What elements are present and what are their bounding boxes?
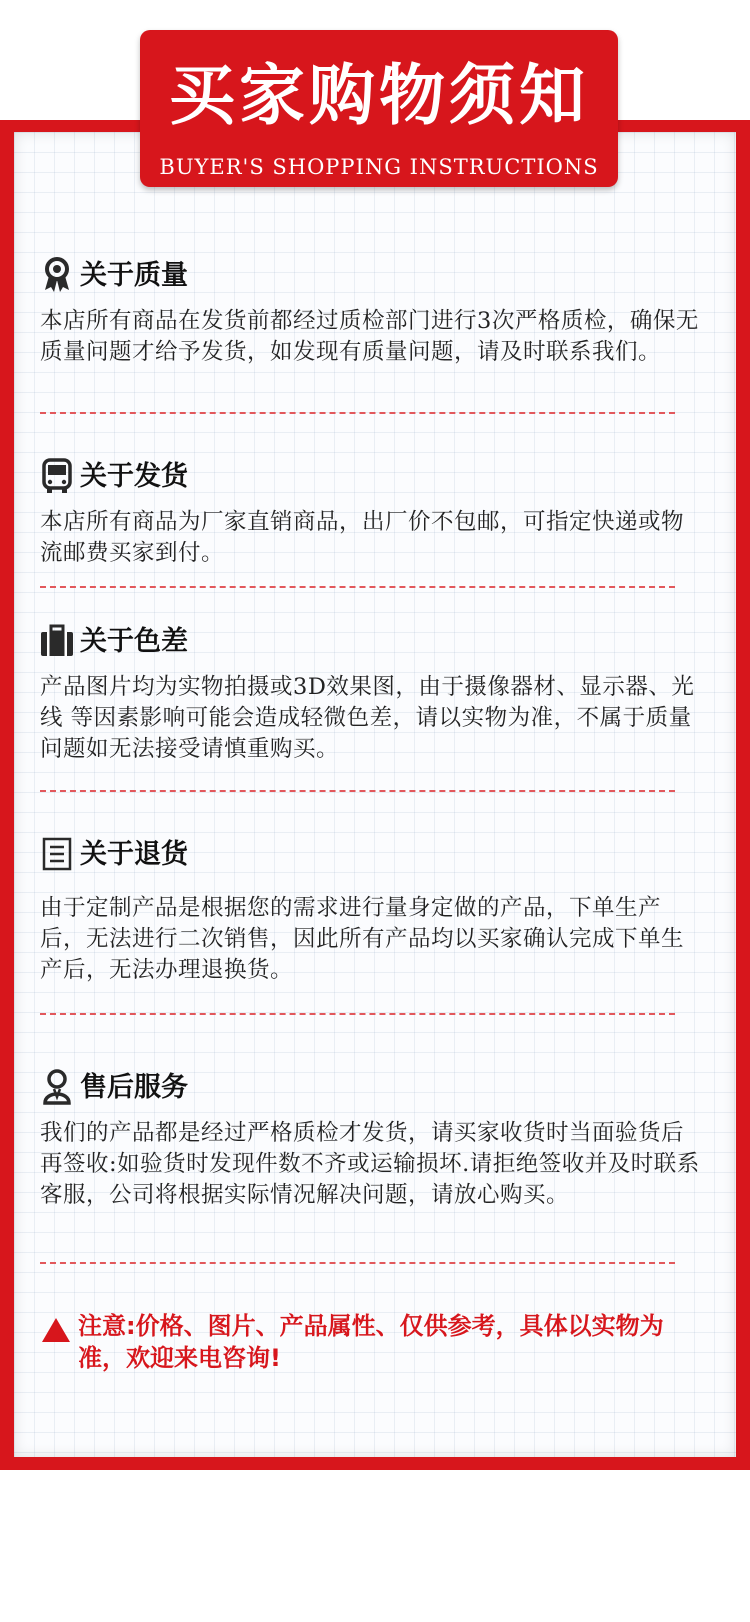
section-title: 关于色差: [80, 626, 188, 657]
section-body: 产品图片均为实物拍摄或3D效果图，由于摄像器材、显示器、光线 等因素影响可能会造成轻微色差，请以实物为准，不属于质量问题如无法接受请慎重购买。: [40, 674, 695, 762]
section-body: 本店所有商品在发货前都经过质检部门进行3次严格质检，确保无质量问题才给予发货，如发现有质量问题，请及时联系我们。: [40, 308, 699, 365]
divider: [40, 586, 675, 588]
section-returns: [40, 835, 700, 986]
divider: [40, 412, 675, 414]
divider: [40, 1013, 675, 1015]
section-shipping: [40, 457, 700, 569]
section-title: 关于发货: [80, 461, 188, 492]
section-title: 关于退货: [80, 839, 188, 870]
section-body: 我们的产品都是经过严格质检才发货，请买家收货时当面验货后再签收:如验货时发现件数不齐或运输损坏.请拒绝签收并及时联系客服，公司将根据实际情况解决问题，请放心购买。: [40, 1120, 700, 1208]
page-title: 买家购物须知: [169, 57, 589, 134]
title-banner: [140, 30, 618, 187]
section-quality: [40, 256, 700, 368]
briefcase-icon: [40, 622, 74, 660]
section-title: 售后服务: [80, 1072, 188, 1103]
divider: [40, 1262, 675, 1264]
bus-icon: [40, 457, 74, 495]
section-after-sales: [40, 1068, 700, 1211]
divider: [40, 790, 675, 792]
ribbon-award-icon: [40, 256, 74, 294]
notice: [42, 1310, 682, 1374]
document-icon: [40, 835, 74, 873]
warning-triangle-icon: [42, 1318, 70, 1342]
section-body: 本店所有商品为厂家直销商品，出厂价不包邮，可指定快递或物流邮费买家到付。: [40, 509, 685, 566]
section-body: 由于定制产品是根据您的需求进行量身定做的产品，下单生产后，无法进行二次销售，因此所有产品均以买家确认完成下单生产后，无法办理退换货。: [40, 895, 685, 983]
section-color-difference: [40, 622, 700, 765]
section-title: 关于质量: [80, 260, 188, 291]
person-icon: [40, 1068, 74, 1106]
notice-text: 注意:价格、图片、产品属性、仅供参考，具体以实物为准，欢迎来电咨询!: [78, 1312, 664, 1372]
page-subtitle: BUYER'S SHOPPING INSTRUCTIONS: [159, 155, 599, 179]
